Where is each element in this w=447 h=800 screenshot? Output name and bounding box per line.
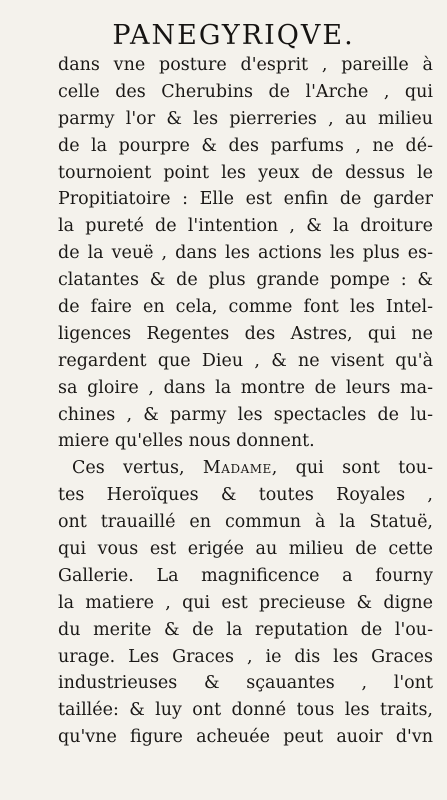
text-line: la pureté de l'intention , & la droiture (58, 216, 433, 237)
text-line: urage. Les Graces , ie dis les Graces (58, 646, 433, 667)
text-line: de faire en cela, comme font les Intel- (58, 297, 433, 318)
text-segment: , qui sont tou- (271, 458, 433, 479)
text-line: sa gloire , dans la montre de leurs ma- (58, 377, 433, 398)
text-line: taillée: & luy ont donné tous les traits, (58, 700, 433, 721)
text-line: clatantes & de plus grande pompe : & (58, 270, 433, 291)
text-line: ligences Regentes des Astres, qui ne (58, 323, 433, 344)
paragraph-1 (58, 52, 433, 455)
text-line: industrieuses & sçauantes , l'ont (58, 673, 433, 694)
text-line: celle des Cherubins de l'Arche , qui (58, 81, 433, 102)
text-line: dans vne posture d'esprit , pareille à (58, 55, 433, 75)
text-line: Propitiatoire : Elle est enfin de garder (58, 189, 433, 210)
text-line: regardent que Dieu , & ne visent qu'à (58, 350, 433, 371)
text-line (58, 455, 433, 482)
text-line: qui vous est erigée au milieu de cette (58, 539, 433, 560)
text-line: chines , & parmy les spectacles de lu- (58, 404, 433, 425)
address-madame: Madame (202, 458, 272, 479)
text-line: la matiere , qui est precieuse & digne (58, 592, 433, 613)
text-line: ont trauaillé en commun à la Statuë, (58, 512, 433, 533)
text-line: miere qu'elles nous donnent. (58, 431, 315, 452)
text-line: tes Heroïques & toutes Royales , (58, 485, 433, 506)
body-text (58, 52, 433, 751)
paragraph-2 (58, 455, 433, 751)
text-line: parmy l'or & les pierreries , au milieu (58, 108, 433, 129)
text-segment: Ces vertus, (72, 458, 203, 479)
running-title: PANEGYRIQVE. (112, 20, 355, 51)
text-line: tournoient point les yeux de dessus le (58, 162, 433, 183)
text-line: Gallerie. La magnificence a fourny (58, 565, 433, 586)
text-line: de la pourpre & des parfums , ne dé- (58, 135, 433, 156)
text-line: qu'vne figure acheuée peut auoir d'vn (58, 727, 433, 748)
text-line: du merite & de la reputation de l'ou- (58, 619, 433, 640)
text-line: de la veuë , dans les actions les plus es- (58, 243, 433, 264)
